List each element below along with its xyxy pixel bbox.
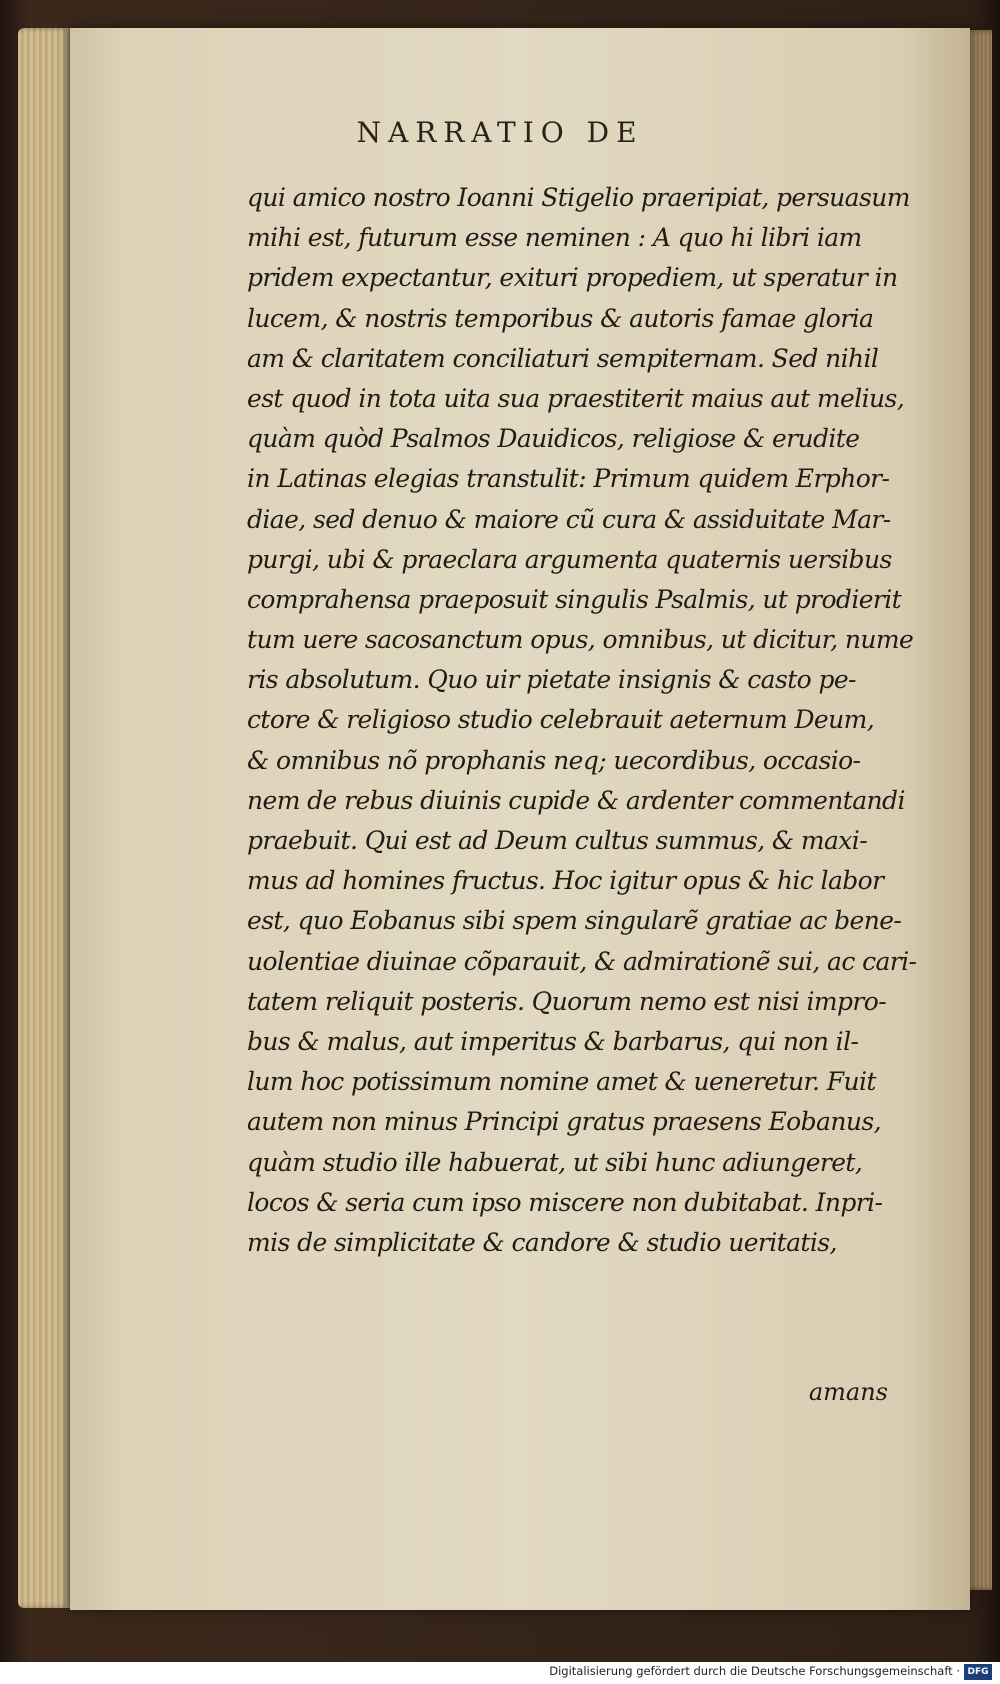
text-line: nem de rebus diuinis cupide & ardenter commentandi — [247, 785, 905, 815]
text-line: uolentiae diuinae cõparauit, & admirationẽ sui, ac cari- — [247, 946, 917, 976]
body-text — [247, 178, 967, 1263]
text-line: autem non minus Principi gratus praesens Eobanus, — [247, 1107, 881, 1137]
dfg-logo: DFG — [964, 1664, 992, 1680]
text-line: comprahensa praeposuit singulis Psalmis, ut prodierit — [247, 584, 902, 614]
text-line: & omnibus nõ prophanis neq; uecordibus, occasio- — [247, 745, 861, 775]
text-line: est quod in tota uita sua praestiterit maius aut melius, — [247, 383, 905, 413]
running-title: NARRATIO DE — [356, 116, 644, 149]
text-line: bus & malus, aut imperitus & barbarus, qui non il- — [247, 1026, 859, 1056]
text-line: ctore & religioso studio celebrauit aeternum Deum, — [247, 705, 875, 735]
text-line: ris absolutum. Quo uir pietate insignis & casto pe- — [247, 665, 856, 695]
text-line: lum hoc potissimum nomine amet & ueneretur. Fuit — [247, 1067, 876, 1097]
digitization-credit: Digitalisierung gefördert durch die Deutsche Forschungsgemeinschaft · — [549, 1664, 960, 1678]
text-line: tum uere sacosanctum opus, omnibus, ut dicitur, nume — [247, 625, 914, 655]
text-line: in Latinas elegias transtulit: Primum quidem Erphor- — [247, 464, 890, 494]
book-page — [70, 28, 970, 1610]
catchword: amans — [808, 1378, 888, 1406]
text-line: qui amico nostro Ioanni Stigelio praeripiat, persuasum — [247, 183, 910, 212]
text-line: am & claritatem conciliaturi sempiternam. Sed nihil — [247, 343, 879, 373]
text-line: quàm studio ille habuerat, ut sibi hunc adiungeret, — [247, 1147, 863, 1177]
text-line: mus ad homines fructus. Hoc igitur opus & hic labor — [247, 866, 884, 896]
text-line: pridem expectantur, exituri propediem, ut speratur in — [247, 263, 898, 293]
text-line: praebuit. Qui est ad Deum cultus summus, & maxi- — [247, 826, 868, 855]
text-line: diae, sed denuo & maiore cũ cura & assiduitate Mar- — [247, 504, 891, 534]
text-line: tatem reliquit posteris. Quorum nemo est nisi impro- — [247, 986, 887, 1016]
text-line: lucem, & nostris temporibus & autoris famae gloria — [247, 303, 874, 333]
book-page-edges-left — [18, 28, 70, 1608]
text-line: mis de simplicitate & candore & studio ueritatis, — [247, 1227, 837, 1257]
text-line: locos & seria cum ipso miscere non dubitabat. Inpri- — [247, 1187, 883, 1217]
text-line: purgi, ubi & praeclara argumenta quaternis uersibus — [247, 544, 892, 574]
text-line: quàm quòd Psalmos Dauidicos, religiose & erudite — [247, 424, 860, 454]
text-line: mihi est, futurum esse neminen : A quo hi libri iam — [247, 223, 862, 253]
text-line: est, quo Eobanus sibi spem singularẽ gratiae ac bene- — [247, 906, 902, 936]
